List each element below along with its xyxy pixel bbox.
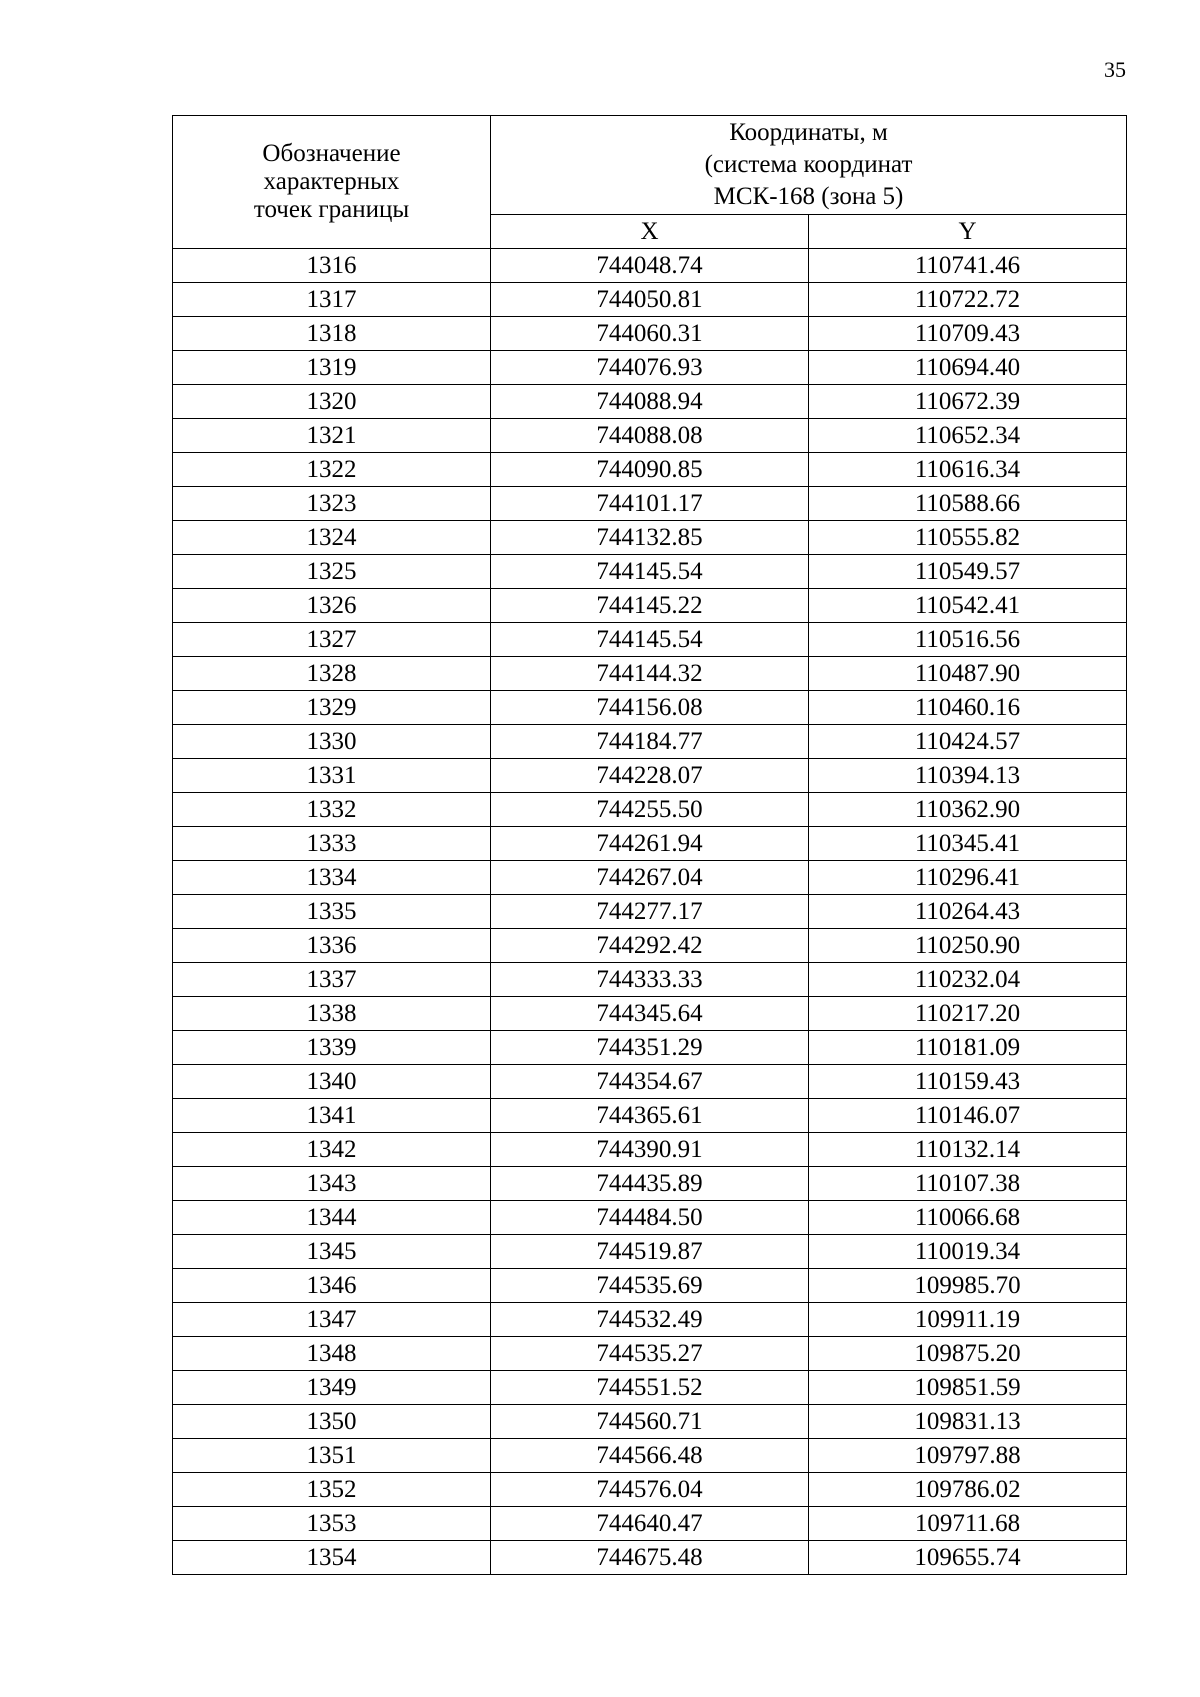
cell-x: 744145.54 <box>491 623 809 657</box>
cell-point: 1337 <box>173 963 491 997</box>
page-number: 35 <box>1104 57 1126 82</box>
cell-point: 1325 <box>173 555 491 589</box>
table-row <box>173 385 1127 419</box>
cell-point: 1323 <box>173 487 491 521</box>
cell-x: 744640.47 <box>491 1507 809 1541</box>
cell-y: 110181.09 <box>809 1031 1127 1065</box>
table-row <box>173 1405 1127 1439</box>
cell-x: 744535.69 <box>491 1269 809 1303</box>
cell-y: 110709.43 <box>809 317 1127 351</box>
table-row <box>173 283 1127 317</box>
cell-y: 110424.57 <box>809 725 1127 759</box>
cell-point: 1320 <box>173 385 491 419</box>
cell-x: 744132.85 <box>491 521 809 555</box>
header-x: X <box>491 215 809 249</box>
table-row <box>173 1099 1127 1133</box>
cell-point: 1321 <box>173 419 491 453</box>
cell-point: 1316 <box>173 249 491 283</box>
cell-y: 110460.16 <box>809 691 1127 725</box>
header-point-designation <box>173 116 491 249</box>
cell-y: 109831.13 <box>809 1405 1127 1439</box>
cell-y: 110394.13 <box>809 759 1127 793</box>
cell-point: 1354 <box>173 1541 491 1575</box>
cell-y: 110487.90 <box>809 657 1127 691</box>
table-row <box>173 861 1127 895</box>
table-row <box>173 521 1127 555</box>
cell-x: 744145.22 <box>491 589 809 623</box>
cell-point: 1333 <box>173 827 491 861</box>
cell-y: 110146.07 <box>809 1099 1127 1133</box>
cell-x: 744535.27 <box>491 1337 809 1371</box>
cell-x: 744088.94 <box>491 385 809 419</box>
cell-y: 109851.59 <box>809 1371 1127 1405</box>
table-row <box>173 487 1127 521</box>
cell-y: 110264.43 <box>809 895 1127 929</box>
table-row <box>173 249 1127 283</box>
cell-y: 110345.41 <box>809 827 1127 861</box>
cell-point: 1349 <box>173 1371 491 1405</box>
cell-point: 1352 <box>173 1473 491 1507</box>
header-coords-line: Координаты, м <box>729 119 888 146</box>
cell-point: 1346 <box>173 1269 491 1303</box>
cell-y: 110652.34 <box>809 419 1127 453</box>
cell-point: 1343 <box>173 1167 491 1201</box>
cell-x: 744145.54 <box>491 555 809 589</box>
table-row <box>173 1337 1127 1371</box>
cell-point: 1351 <box>173 1439 491 1473</box>
table-row <box>173 895 1127 929</box>
cell-x: 744354.67 <box>491 1065 809 1099</box>
table-row <box>173 725 1127 759</box>
table-row <box>173 1133 1127 1167</box>
table-row <box>173 555 1127 589</box>
cell-point: 1353 <box>173 1507 491 1541</box>
cell-x: 744228.07 <box>491 759 809 793</box>
cell-x: 744101.17 <box>491 487 809 521</box>
cell-point: 1322 <box>173 453 491 487</box>
header-coords-line: МСК-168 (зона 5) <box>713 183 904 210</box>
table-row <box>173 1031 1127 1065</box>
cell-point: 1345 <box>173 1235 491 1269</box>
cell-x: 744184.77 <box>491 725 809 759</box>
table-row <box>173 317 1127 351</box>
table-header <box>173 116 1127 249</box>
table-row <box>173 793 1127 827</box>
table-row <box>173 1371 1127 1405</box>
header-point-line: характерных <box>263 168 400 195</box>
cell-x: 744050.81 <box>491 283 809 317</box>
table-row <box>173 351 1127 385</box>
cell-point: 1324 <box>173 521 491 555</box>
cell-x: 744333.33 <box>491 963 809 997</box>
cell-point: 1347 <box>173 1303 491 1337</box>
cell-point: 1336 <box>173 929 491 963</box>
cell-point: 1340 <box>173 1065 491 1099</box>
cell-y: 110132.14 <box>809 1133 1127 1167</box>
cell-y: 110296.41 <box>809 861 1127 895</box>
table-row <box>173 1201 1127 1235</box>
cell-y: 110250.90 <box>809 929 1127 963</box>
table-row <box>173 997 1127 1031</box>
cell-y: 110066.68 <box>809 1201 1127 1235</box>
cell-y: 110362.90 <box>809 793 1127 827</box>
cell-y: 110741.46 <box>809 249 1127 283</box>
table-row <box>173 1167 1127 1201</box>
table-row <box>173 827 1127 861</box>
table-row <box>173 419 1127 453</box>
cell-point: 1342 <box>173 1133 491 1167</box>
cell-x: 744435.89 <box>491 1167 809 1201</box>
cell-point: 1341 <box>173 1099 491 1133</box>
cell-x: 744365.61 <box>491 1099 809 1133</box>
table-row <box>173 691 1127 725</box>
cell-x: 744484.50 <box>491 1201 809 1235</box>
header-coords-line: (система координат <box>704 151 913 178</box>
cell-y: 109911.19 <box>809 1303 1127 1337</box>
cell-y: 109786.02 <box>809 1473 1127 1507</box>
cell-y: 110549.57 <box>809 555 1127 589</box>
cell-x: 744675.48 <box>491 1541 809 1575</box>
cell-x: 744267.04 <box>491 861 809 895</box>
cell-x: 744060.31 <box>491 317 809 351</box>
cell-x: 744255.50 <box>491 793 809 827</box>
table-row <box>173 1439 1127 1473</box>
cell-y: 110722.72 <box>809 283 1127 317</box>
table-row <box>173 1303 1127 1337</box>
cell-x: 744519.87 <box>491 1235 809 1269</box>
header-point-line: точек границы <box>253 196 410 223</box>
header-coordinates <box>491 116 1127 215</box>
cell-y: 110516.56 <box>809 623 1127 657</box>
cell-y: 110019.34 <box>809 1235 1127 1269</box>
header-row-main <box>173 116 1127 215</box>
cell-x: 744156.08 <box>491 691 809 725</box>
cell-y: 109875.20 <box>809 1337 1127 1371</box>
table-row <box>173 657 1127 691</box>
cell-point: 1330 <box>173 725 491 759</box>
cell-y: 110616.34 <box>809 453 1127 487</box>
cell-x: 744277.17 <box>491 895 809 929</box>
table-body <box>173 249 1127 1575</box>
cell-x: 744351.29 <box>491 1031 809 1065</box>
cell-x: 744566.48 <box>491 1439 809 1473</box>
table-row <box>173 623 1127 657</box>
cell-y: 110588.66 <box>809 487 1127 521</box>
table-row <box>173 453 1127 487</box>
cell-point: 1332 <box>173 793 491 827</box>
cell-point: 1327 <box>173 623 491 657</box>
table-row <box>173 589 1127 623</box>
cell-y: 110555.82 <box>809 521 1127 555</box>
cell-point: 1338 <box>173 997 491 1031</box>
table-row <box>173 1473 1127 1507</box>
cell-x: 744090.85 <box>491 453 809 487</box>
cell-y: 109985.70 <box>809 1269 1127 1303</box>
cell-y: 110694.40 <box>809 351 1127 385</box>
table-row <box>173 1507 1127 1541</box>
cell-x: 744551.52 <box>491 1371 809 1405</box>
cell-x: 744292.42 <box>491 929 809 963</box>
cell-x: 744576.04 <box>491 1473 809 1507</box>
cell-point: 1326 <box>173 589 491 623</box>
cell-y: 110232.04 <box>809 963 1127 997</box>
cell-x: 744261.94 <box>491 827 809 861</box>
table-row <box>173 1269 1127 1303</box>
table-row <box>173 963 1127 997</box>
table-row <box>173 1541 1127 1575</box>
cell-point: 1328 <box>173 657 491 691</box>
cell-point: 1335 <box>173 895 491 929</box>
cell-x: 744532.49 <box>491 1303 809 1337</box>
cell-x: 744345.64 <box>491 997 809 1031</box>
header-y: Y <box>809 215 1127 249</box>
cell-y: 110672.39 <box>809 385 1127 419</box>
coordinates-table <box>172 115 1127 1575</box>
cell-point: 1344 <box>173 1201 491 1235</box>
cell-x: 744088.08 <box>491 419 809 453</box>
cell-point: 1329 <box>173 691 491 725</box>
cell-x: 744390.91 <box>491 1133 809 1167</box>
cell-x: 744560.71 <box>491 1405 809 1439</box>
cell-point: 1334 <box>173 861 491 895</box>
cell-y: 109655.74 <box>809 1541 1127 1575</box>
table-row <box>173 929 1127 963</box>
cell-y: 110107.38 <box>809 1167 1127 1201</box>
cell-y: 110159.43 <box>809 1065 1127 1099</box>
cell-y: 110217.20 <box>809 997 1127 1031</box>
cell-x: 744144.32 <box>491 657 809 691</box>
table-row <box>173 759 1127 793</box>
cell-point: 1339 <box>173 1031 491 1065</box>
header-point-line: Обозначение <box>262 140 401 167</box>
cell-point: 1331 <box>173 759 491 793</box>
cell-point: 1348 <box>173 1337 491 1371</box>
cell-y: 109797.88 <box>809 1439 1127 1473</box>
cell-y: 110542.41 <box>809 589 1127 623</box>
cell-point: 1318 <box>173 317 491 351</box>
cell-point: 1319 <box>173 351 491 385</box>
cell-x: 744076.93 <box>491 351 809 385</box>
table-row <box>173 1065 1127 1099</box>
cell-y: 109711.68 <box>809 1507 1127 1541</box>
table-row <box>173 1235 1127 1269</box>
cell-x: 744048.74 <box>491 249 809 283</box>
cell-point: 1317 <box>173 283 491 317</box>
cell-point: 1350 <box>173 1405 491 1439</box>
